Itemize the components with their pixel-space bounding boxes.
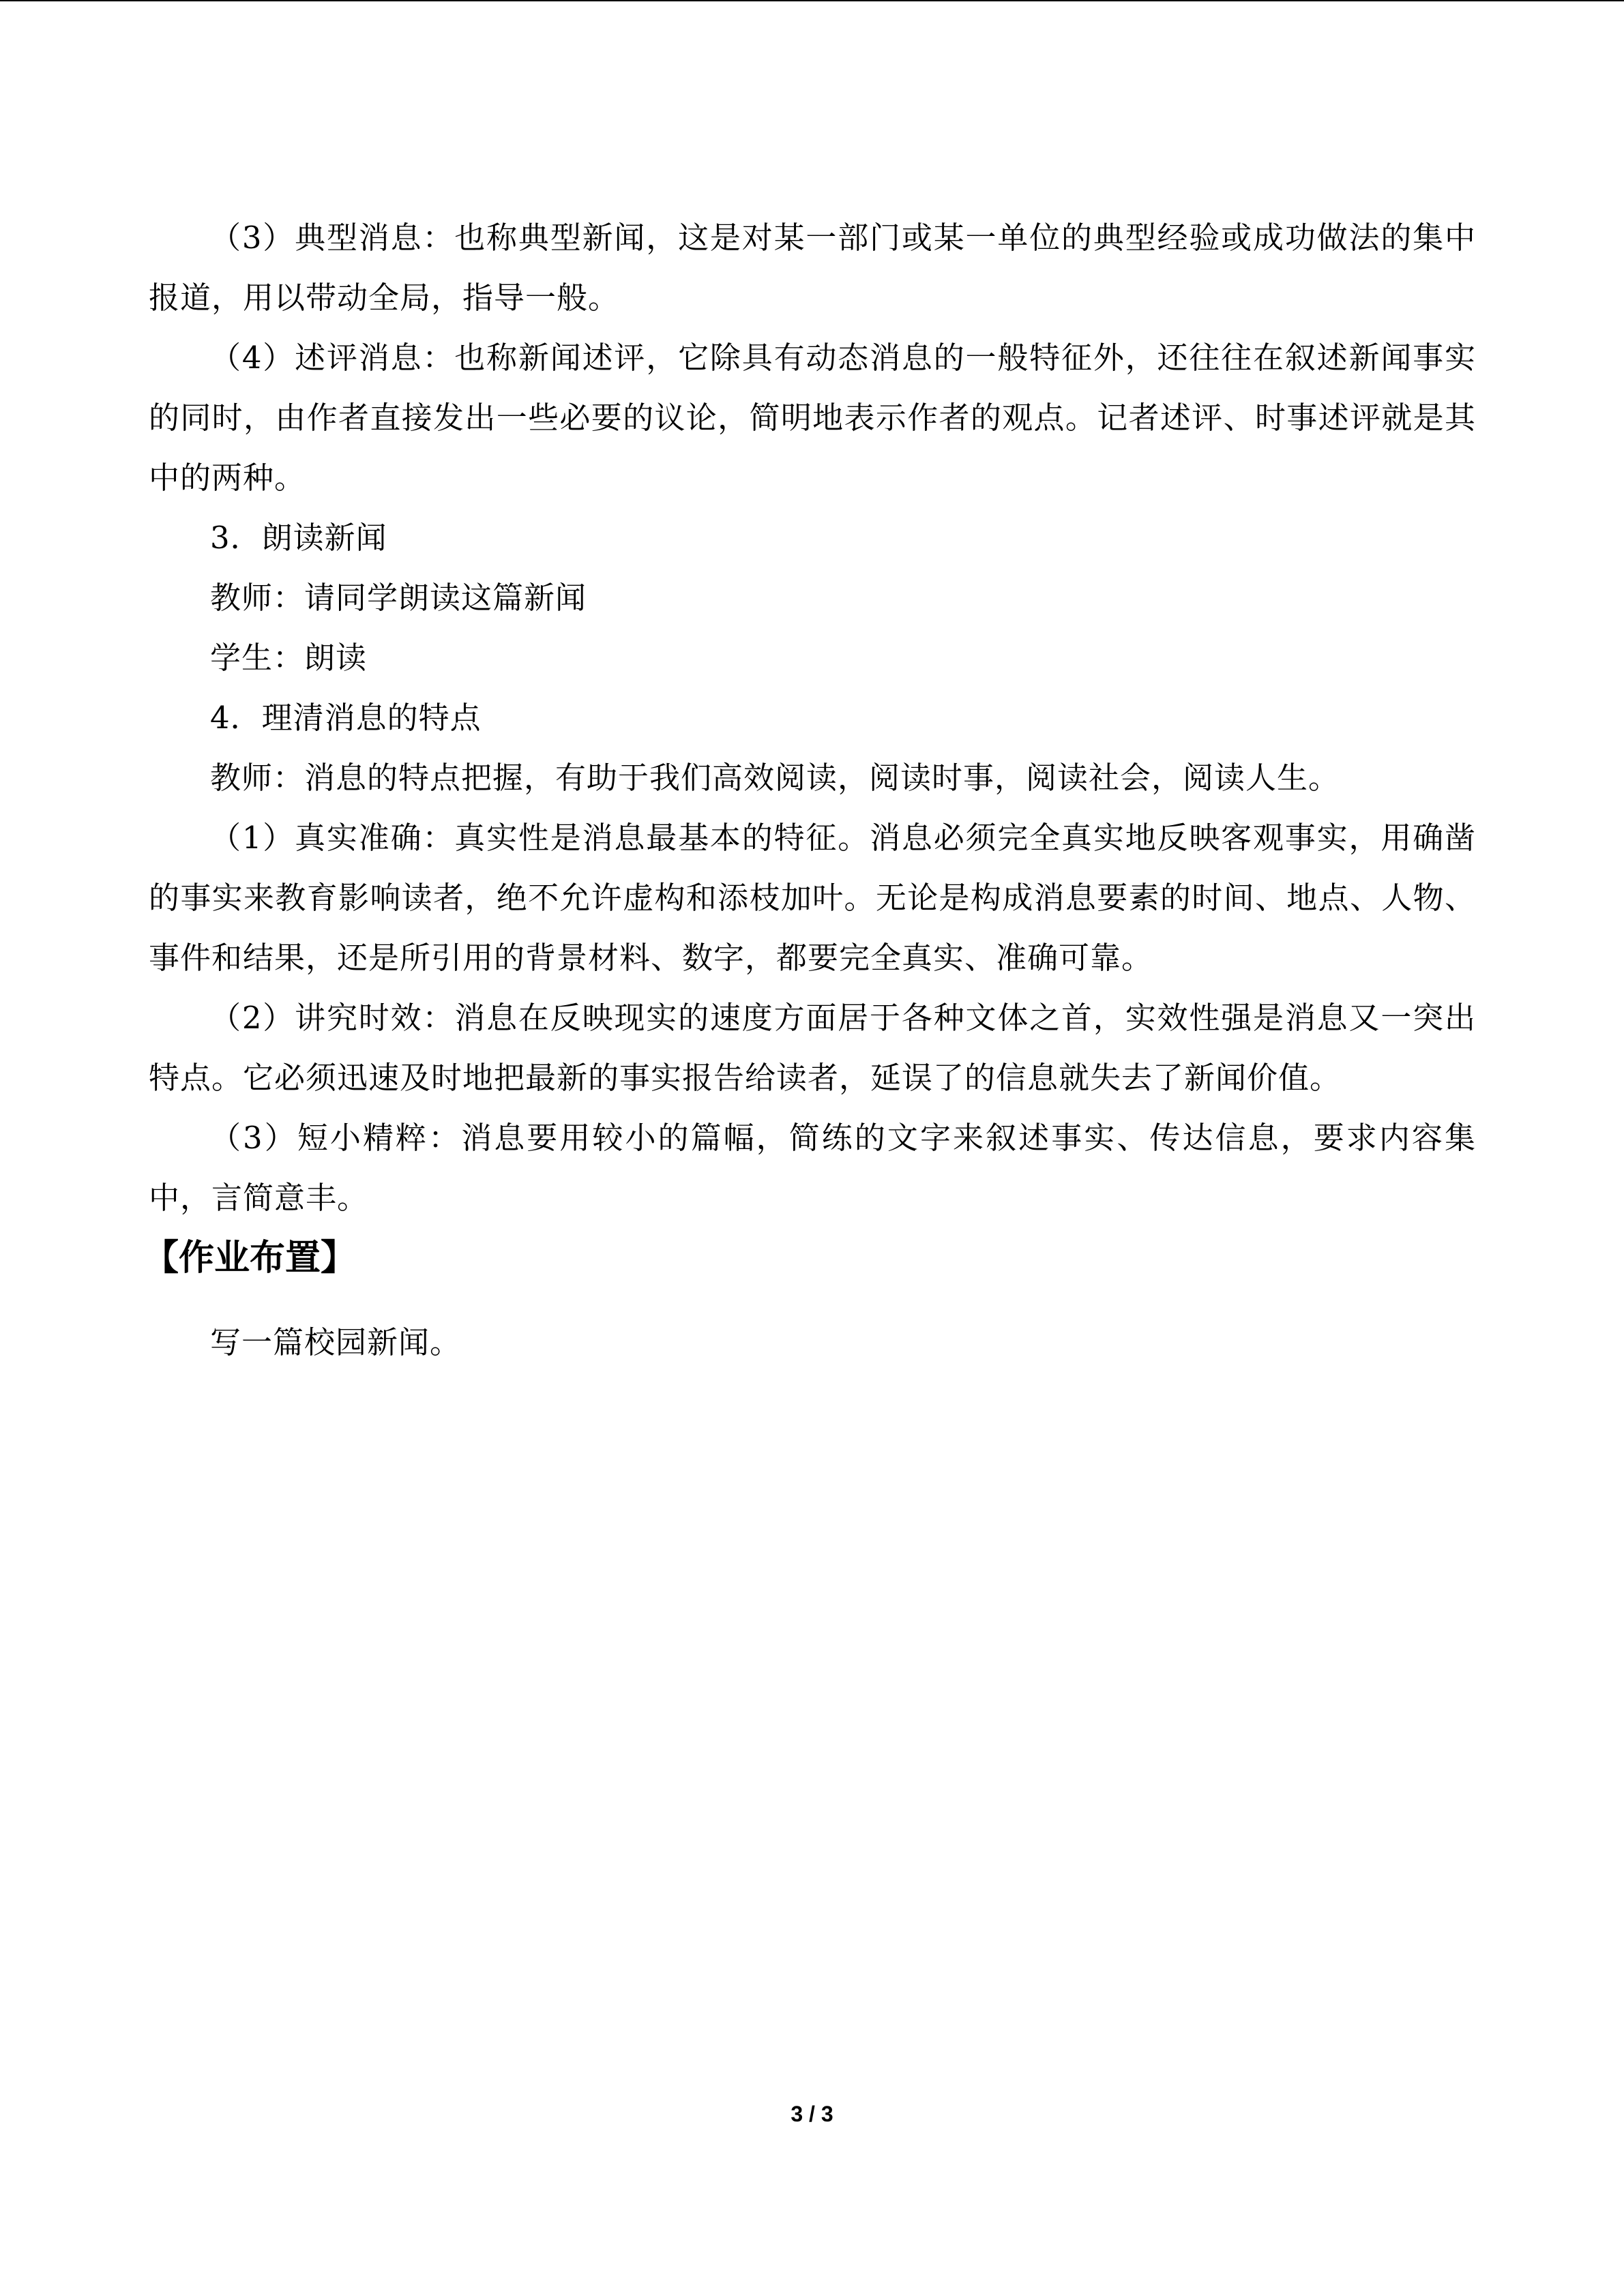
paragraph-feature-concise: （3）短小精粹：消息要用较小的篇幅，简练的文字来叙述事实、传达信息，要求内容集中，言简意丰。 <box>149 1120 1476 1216</box>
paragraph-feature-accuracy: （1）真实准确：真实性是消息最基本的特征。消息必须完全真实地反映客观事实，用确凿的事实来教育影响读者，绝不允许虚构和添枝加叶。无论是构成消息要素的时间、地点、人物、事件和结果，还是所引用的背景材料、数字，都要完全真实、准确可靠。 <box>149 820 1476 976</box>
homework-heading: 【作业布置】 <box>143 1238 357 1279</box>
section-read-news: 3．朗读新闻 <box>210 520 387 556</box>
paragraph-student-reads: 学生：朗读 <box>210 640 368 676</box>
paragraph-typical-news: （3）典型消息：也称典型新闻，这是对某一部门或某一单位的典型经验或成功做法的集中报道，用以带动全局，指导一般。 <box>149 220 1476 316</box>
page-number: 3 / 3 <box>791 2102 833 2126</box>
paragraph-commentary-news: （4）述评消息：也称新闻述评，它除具有动态消息的一般特征外，还往往在叙述新闻事实的同时，由作者直接发出一些必要的议论，简明地表示作者的观点。记者述评、时事述评就是其中的两种。 <box>149 340 1476 496</box>
paragraph-feature-timeliness: （2）讲究时效：消息在反映现实的速度方面居于各种文体之首，实效性强是消息又一突出特点。它必须迅速及时地把最新的事实报告给读者，延误了的信息就失去了新闻价值。 <box>149 1000 1476 1096</box>
document-body <box>143 208 1476 1373</box>
paragraph-teacher-prompt: 教师：请同学朗读这篇新闻 <box>210 580 587 616</box>
homework-text: 写一篇校园新闻。 <box>210 1324 462 1360</box>
paragraph-teacher-features: 教师：消息的特点把握，有助于我们高效阅读，阅读时事，阅读社会，阅读人生。 <box>210 760 1340 796</box>
section-news-features: 4．理清消息的特点 <box>210 700 482 736</box>
top-border-line <box>0 0 1624 1</box>
